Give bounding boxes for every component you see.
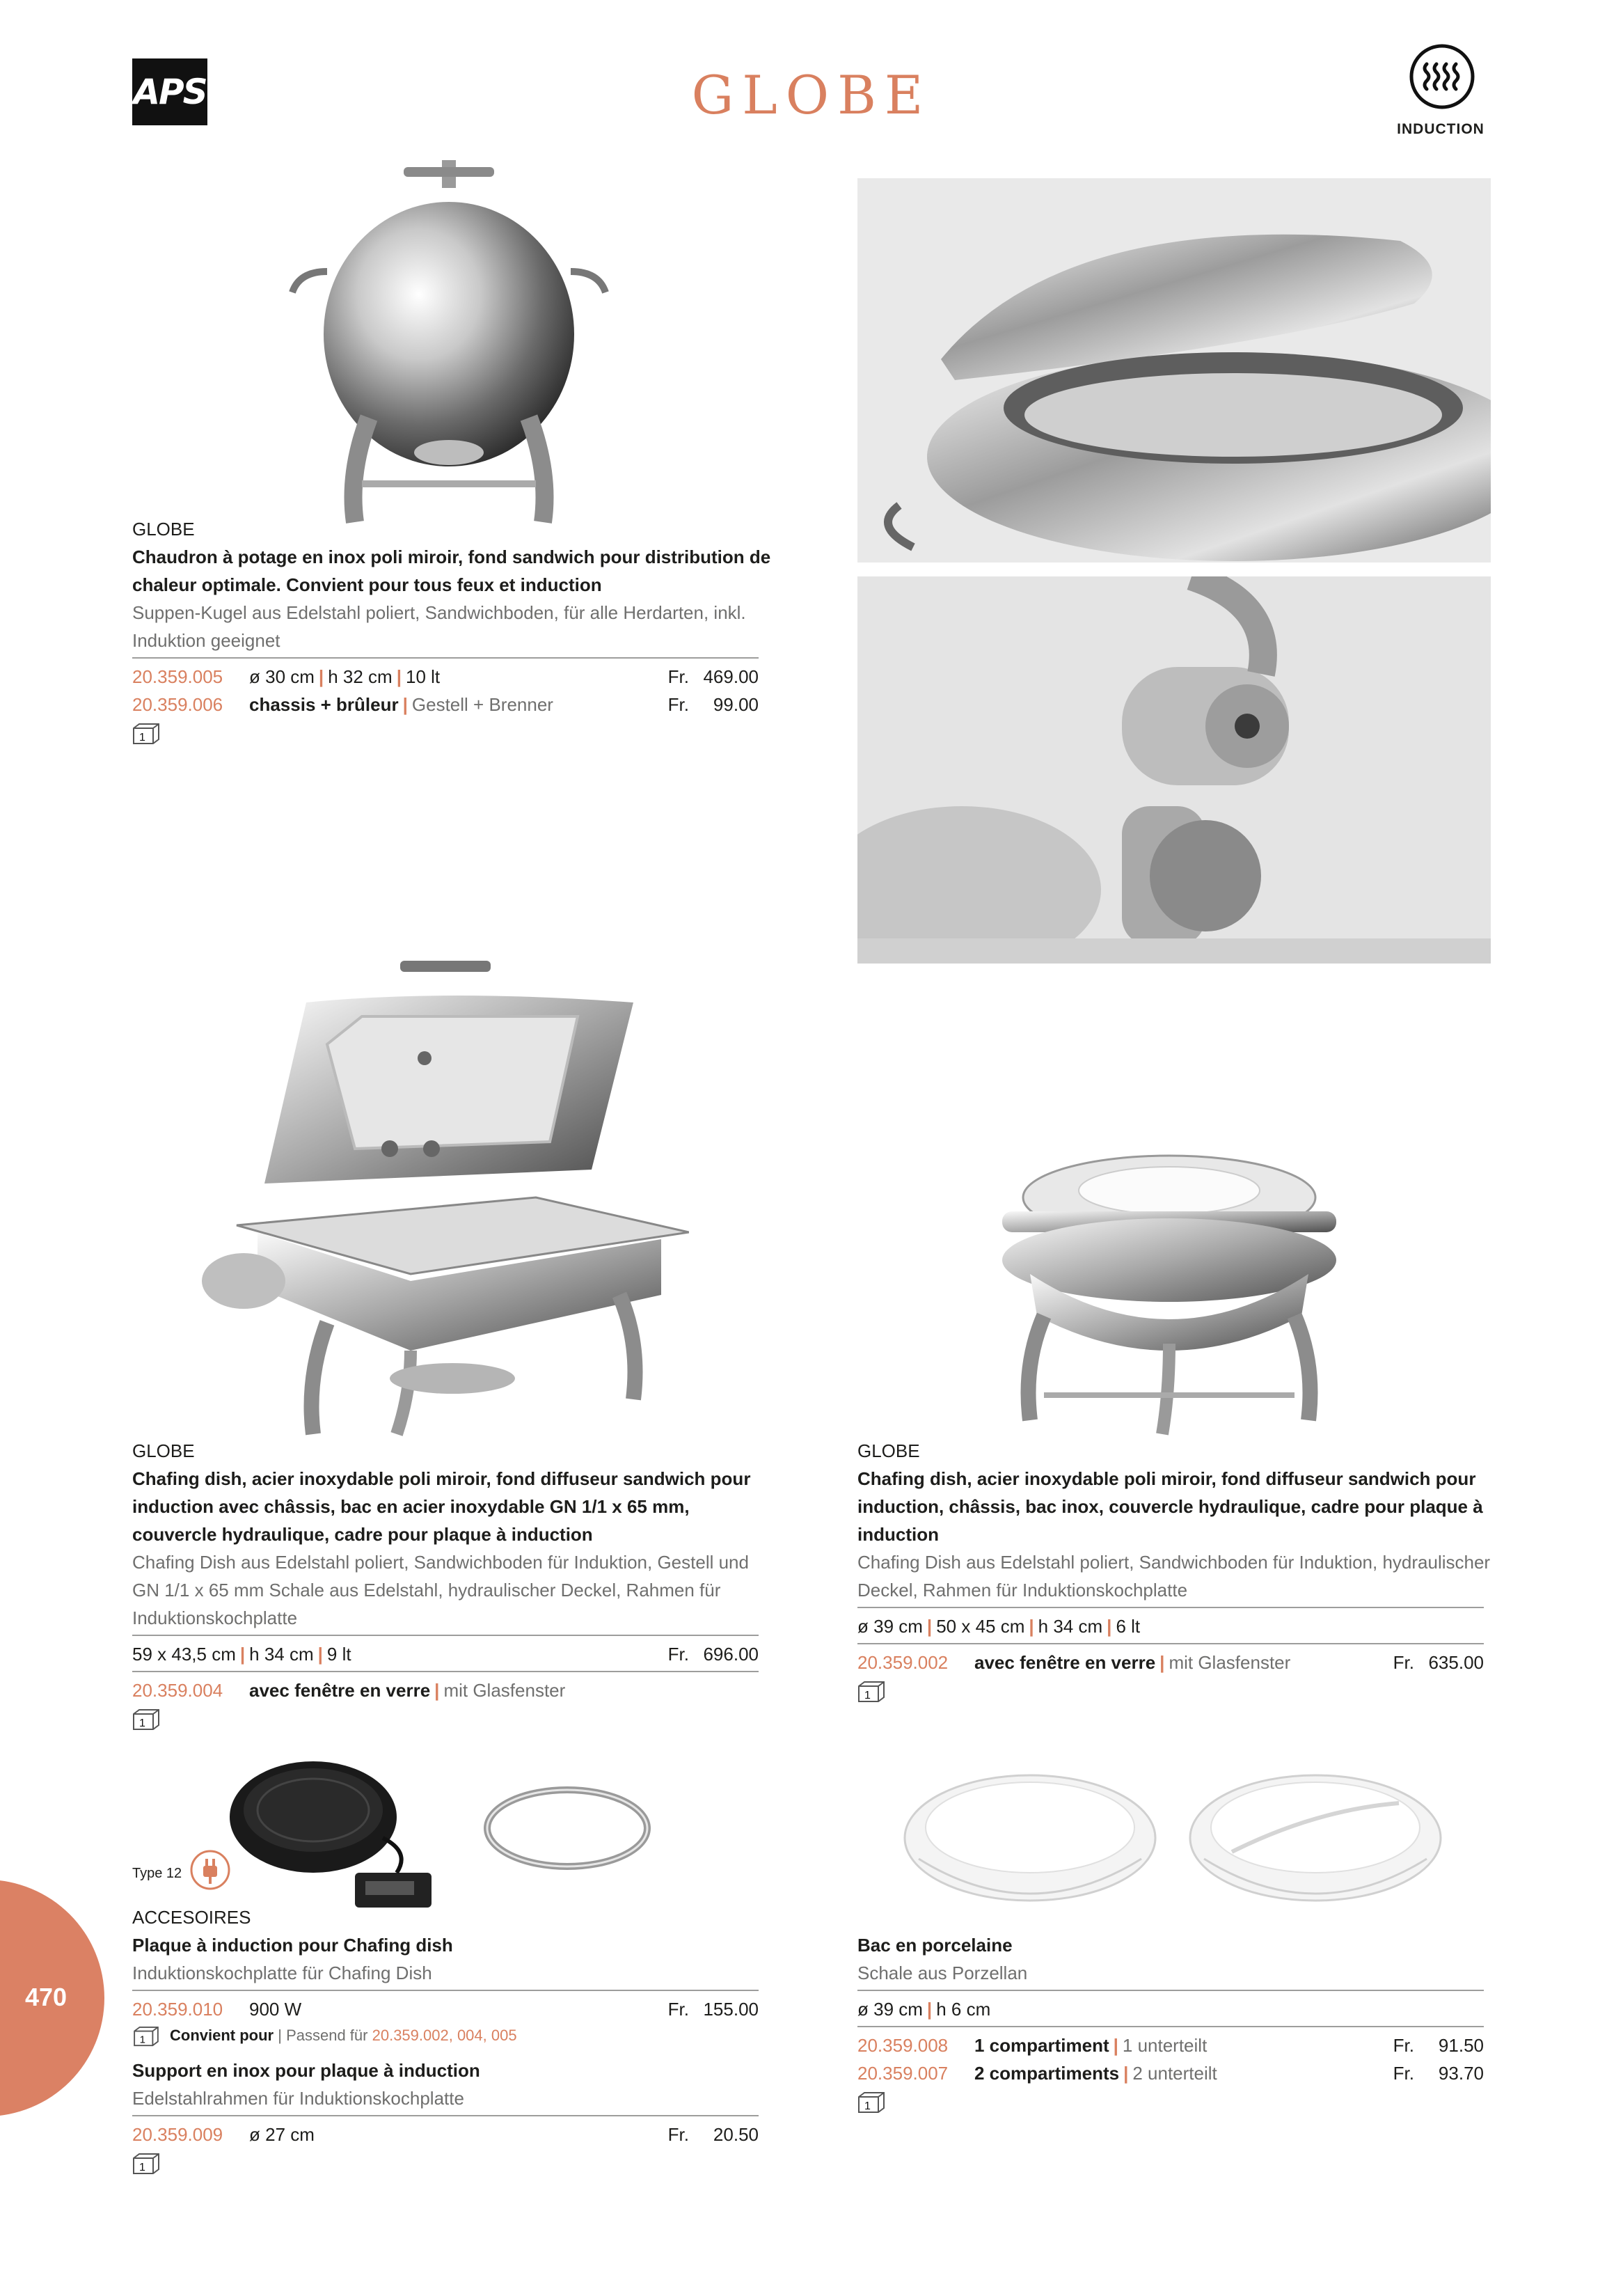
induction-icon — [1407, 42, 1477, 111]
pack-unit-icon — [132, 2153, 160, 2173]
article-code: 20.359.006 — [132, 694, 223, 715]
chafing-dish-round-photo — [981, 1135, 1357, 1448]
page-number: 470 — [25, 1983, 68, 2011]
table-row — [857, 1995, 1498, 2023]
price: 696.00 — [703, 1644, 759, 1665]
pack-unit-icon — [132, 723, 160, 744]
porcelain-bowls-photo — [898, 1768, 1455, 1921]
accessories-block — [132, 1903, 773, 2173]
product2-block — [132, 1437, 773, 1729]
soup-kettle-photo — [264, 153, 626, 529]
spec: avec fenêtre en verre | mit Glasfenster — [974, 1652, 1291, 1673]
induction-label: INDUCTION — [1397, 121, 1485, 137]
currency: Fr. — [667, 2124, 689, 2145]
table-row — [857, 2059, 1498, 2087]
divider — [132, 1990, 759, 1991]
plug-type-label: Type 12 — [132, 1866, 182, 1881]
accessories-series: ACCESOIRES — [132, 1907, 251, 1928]
spec: 1 compartiment | 1 unterteilt — [974, 2035, 1208, 2056]
stainless-ring-photo — [480, 1779, 654, 1877]
svg-text:1: 1 — [139, 2034, 145, 2046]
product2-series: GLOBE — [132, 1440, 195, 1461]
item1-desc-fr: Plaque à induction pour Chafing dish — [132, 1935, 453, 1956]
porcelain-block — [857, 1931, 1498, 2112]
table-row — [132, 663, 773, 691]
divider — [132, 2115, 759, 2116]
price: 99.00 — [713, 694, 759, 715]
product2-desc-de: Chafing Dish aus Edelstahl poliert, Sandwichboden für Induktion, Gestell und GN 1/1 x 65 mm Schale aus Edelstahl, hydraulischer Deckel, Rahmen für Induktionskochplatte — [132, 1552, 749, 1628]
divider — [132, 1635, 759, 1636]
pack-unit-icon — [132, 1708, 160, 1729]
article-code: 20.359.005 — [132, 666, 223, 687]
dimensions: 59 x 43,5 cm | h 34 cm | 9 lt — [132, 1644, 351, 1665]
currency: Fr. — [667, 1644, 689, 1665]
product3-desc-de: Chafing Dish aus Edelstahl poliert, Sandwichboden für Induktion, hydraulischer Deckel, Rahmen für Induktionskochplatte — [857, 1552, 1491, 1601]
svg-text:1: 1 — [864, 1690, 871, 1701]
item2-desc-fr: Support en inox pour plaque à induction — [132, 2060, 480, 2081]
product3-block — [857, 1437, 1498, 1701]
currency: Fr. — [667, 666, 689, 687]
kettle-detail-photo — [857, 178, 1491, 563]
svg-text:1: 1 — [139, 2162, 145, 2173]
product1-series: GLOBE — [132, 519, 195, 540]
pack-unit-icon — [857, 1681, 885, 1701]
spec: avec fenêtre en verre | mit Glasfenster — [249, 1680, 566, 1701]
aps-logo: APS — [132, 58, 207, 125]
chafing-dish-rect-photo — [202, 961, 689, 1441]
plug-icon — [189, 1849, 231, 1891]
table-row — [132, 2121, 773, 2148]
currency: Fr. — [667, 694, 689, 715]
divider — [132, 657, 759, 659]
spec: 900 W — [249, 1999, 302, 2020]
svg-text:1: 1 — [139, 1717, 145, 1729]
divider — [857, 2026, 1484, 2027]
article-code: 20.359.007 — [857, 2063, 949, 2084]
divider — [857, 1607, 1484, 1608]
divider — [857, 1643, 1484, 1644]
spec: ø 27 cm — [249, 2124, 315, 2145]
currency: Fr. — [1393, 2063, 1414, 2084]
dimensions: ø 39 cm | h 6 cm — [857, 1999, 991, 2020]
price: 635.00 — [1428, 1652, 1484, 1673]
page-title: GLOBE — [691, 64, 932, 126]
divider — [132, 1671, 759, 1672]
price: 469.00 — [703, 666, 759, 687]
product1-desc-fr: Chaudron à potage en inox poli miroir, fond sandwich pour distribution de chaleur optimale. Convient pour tous feux et induction — [132, 547, 771, 595]
compatibility-note: 1 Convient pour | Passend für 20.359.002, 004, 005 — [132, 2023, 773, 2048]
table-row — [132, 1995, 773, 2023]
price: 91.50 — [1438, 2035, 1484, 2056]
article-code: 20.359.002 — [857, 1652, 949, 1673]
product3-series: GLOBE — [857, 1440, 920, 1461]
table-row — [857, 1649, 1498, 1676]
article-code: 20.359.008 — [857, 2035, 949, 2056]
dimensions: ø 39 cm | 50 x 45 cm | h 34 cm | 6 lt — [857, 1616, 1141, 1637]
table-row — [857, 1612, 1498, 1640]
spec: 2 compartiments | 2 unterteilt — [974, 2063, 1217, 2084]
article-code: 20.359.004 — [132, 1680, 223, 1701]
currency: Fr. — [1393, 1652, 1414, 1673]
table-row — [857, 2031, 1498, 2059]
article-code: 20.359.009 — [132, 2124, 223, 2145]
spec: chassis + brûleur | Gestell + Brenner — [249, 694, 553, 715]
price: 20.50 — [713, 2124, 759, 2145]
table-row — [132, 1640, 773, 1668]
induction-plate-photo — [223, 1754, 452, 1908]
table-row — [132, 1676, 773, 1704]
item1-desc-de: Induktionskochplatte für Chafing Dish — [132, 1963, 432, 1983]
item2-desc-de: Edelstahlrahmen für Induktionskochplatte — [132, 2088, 464, 2109]
svg-text:1: 1 — [864, 2100, 871, 2112]
product1-desc-de: Suppen-Kugel aus Edelstahl poliert, Sandwichboden, für alle Herdarten, inkl. Induktion geeignet — [132, 602, 746, 651]
svg-text:1: 1 — [139, 732, 145, 744]
pack-unit-icon — [857, 2091, 885, 2112]
product3-desc-fr: Chafing dish, acier inoxydable poli miroir, fond diffuseur sandwich pour induction, châssis, bac inox, couvercle hydraulique, cadre pour plaque à induction — [857, 1468, 1483, 1545]
currency: Fr. — [667, 1999, 689, 2020]
article-code: 20.359.010 — [132, 1999, 223, 2020]
currency: Fr. — [1393, 2035, 1414, 2056]
divider — [857, 1990, 1484, 1991]
price: 93.70 — [1438, 2063, 1484, 2084]
pack-unit-icon — [132, 2026, 160, 2047]
product1-block — [132, 515, 773, 744]
porcelain-desc-fr: Bac en porcelaine — [857, 1935, 1013, 1956]
price: 155.00 — [703, 1999, 759, 2020]
product2-desc-fr: Chafing dish, acier inoxydable poli miroir, fond diffuseur sandwich pour induction avec châssis, bac en acier inoxydable GN 1/1 x 65 mm, couvercle hydraulique, cadre pour plaque à induction — [132, 1468, 751, 1545]
hinge-detail-photo — [857, 576, 1491, 964]
spec: ø 30 cm | h 32 cm | 10 lt — [249, 666, 441, 687]
porcelain-desc-de: Schale aus Porzellan — [857, 1963, 1028, 1983]
table-row — [132, 691, 773, 718]
